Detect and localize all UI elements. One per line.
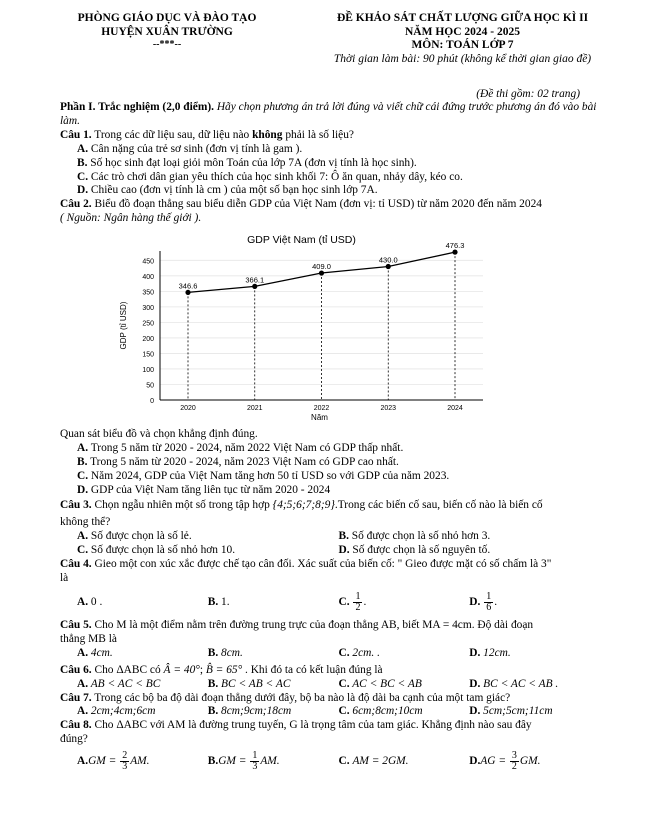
q8-text: Cho ΔABC với AM là đường trung tuyến, G là trọng tâm của tam giác. Khẳng định nào sau đây [91,719,532,732]
q8-option-b [208,751,339,772]
x-tick-label: 2024 [447,405,463,412]
q7-text: Trong các bộ ba độ dài đoạn thẳng dưới đây, bộ ba nào là độ dài ba cạnh của một tam giác? [91,691,511,704]
q7-option-a [77,705,208,719]
question-4 [60,558,600,572]
option-text: Số học sinh đạt loại giỏi môn Toán của lớp 7A (đơn vị tính là học sinh). [87,156,417,169]
option-key: B. [207,646,219,659]
y-tick-label: 50 [146,382,154,390]
option-text: Số được chọn là số nhỏ hơn 10. [88,544,236,557]
option-key: B. [77,455,88,468]
y-tick-label: 150 [142,351,154,359]
header-left [62,12,272,51]
denominator: 3 [252,761,258,773]
option-tail: . [494,596,498,609]
data-label: 409.0 [312,262,331,272]
y-tick-label: 0 [150,398,154,405]
data-label: 430.0 [378,255,398,265]
option-key: D. [338,544,350,557]
option-text: Chiều cao (đơn vị tính là cm ) của một số bạn học sinh lớp 7A. [88,184,378,197]
data-label: 346.6 [178,281,198,291]
x-tick-label: 2022 [313,405,330,412]
q4-text: Gieo một con xúc xắc được chế tạo cân đối. Xác suất của biến cố: " Gieo được mặt có số chấm là 3" [91,558,552,571]
q5-label: Câu 5. [60,618,92,631]
q6-text-a: Cho ΔABC có [91,663,164,676]
y-tick-label: 100 [142,366,154,374]
q2-option-a [60,442,600,456]
option-text: 12cm. [480,646,511,659]
q5-text: Cho M là một điểm nằm trên đường trung trực của đoạn thẳng AB, biết MA = 4cm. Độ dài đoạn [91,618,534,631]
option-key: B. [207,595,219,608]
option-text: 0 . [88,595,103,608]
q8-option-d [469,751,600,772]
data-label: 366.1 [245,275,265,285]
y-tick-label: 200 [142,335,154,343]
option-key: D. [77,483,89,496]
option-text: GDP của Việt Nam tăng liên tục từ năm 2020 - 2024 [88,483,331,496]
q2-text: Biểu đồ đoạn thẳng sau biểu diễn GDP của Việt Nam (đơn vị: tỉ USD) từ năm 2020 đến năm 2024 [91,198,542,211]
option-key: C. [338,705,350,718]
option-key: A. [77,677,89,690]
q6-label: Câu 6. [60,663,92,676]
numerator: 1 [486,590,492,602]
q8-option-a [77,751,208,772]
q6-sep: ; [199,663,206,676]
q1-option-a [60,143,600,157]
fraction [353,592,362,613]
q1-bold: không [252,128,283,141]
option-text: BC < AB < AC [218,677,291,690]
q6-option-d [469,678,600,692]
option-key: B. [338,530,349,543]
option-key: D. [469,596,481,609]
q6-option-a [77,678,208,692]
data-point [252,284,257,289]
option-text: Trong 5 năm từ 2020 - 2024, năm 2023 Việt Nam có GDP cao nhất. [87,455,399,468]
option-pre: GM = [218,755,250,768]
option-text: 4cm. [88,646,113,659]
denominator: 6 [486,601,492,613]
q7-options [60,705,600,719]
district-name: HUYỆN XUÂN TRƯỜNG [101,25,233,38]
option-key: B. [207,677,219,690]
q6-option-c [339,678,470,692]
option-key: A. [77,142,89,155]
option-key: B. [207,705,219,718]
subject: MÔN: TOÁN LỚP 7 [411,39,514,52]
q3-text-a: Chọn ngẫu nhiên một số trong tập hợp [91,498,273,511]
q8-text2: đúng? [60,733,88,746]
option-pre: AG = [480,755,509,768]
option-key: C. [338,754,350,767]
q7-option-b [208,705,339,719]
q6-angle-b: B̂ = 65° [205,663,243,676]
fraction [484,592,493,613]
y-tick-label: 300 [142,304,154,312]
q6-option-b [208,678,339,692]
option-key: D. [469,677,481,690]
q2-option-d [60,484,600,498]
option-key: D. [469,755,481,768]
header-right [290,12,635,66]
option-text: 1. [218,595,230,608]
option-pre: GM = [88,755,120,768]
q3-set: {4;5;6;7;8;9} [272,498,335,511]
q3-option-a [77,530,339,544]
q8-option-c [339,755,470,769]
y-tick-label: 450 [142,258,154,266]
q1-text-b: phải là số liệu? [282,128,354,141]
q5-option-a [77,647,208,661]
numerator: 1 [252,750,258,762]
option-text: AC < BC < AB [349,677,422,690]
q4-text2: là [60,572,69,585]
option-text: 2cm. . [349,646,380,659]
q3-options-row1 [60,530,600,544]
q7-option-c [339,705,470,719]
option-key: D. [469,705,481,718]
question-7 [60,692,600,706]
q8-options [60,751,600,772]
q3-text-c: không thể? [60,516,111,529]
y-tick-label: 350 [142,289,154,297]
y-tick-label: 400 [142,273,154,281]
option-pre: AM = 2GM. [352,754,409,767]
header-divider: --***-- [152,39,182,51]
q3-text-b: .Trong các biến cố sau, biến cố nào là biến cố [334,498,543,511]
q2-option-b [60,456,600,470]
question-1 [60,129,600,143]
chart-title: GDP Việt Nam (tỉ USD) [247,234,356,246]
q3-option-b [339,530,601,544]
q4-option-a [77,596,208,610]
q3-options-row2 [60,544,600,558]
exam-body [60,101,600,226]
q2-source: ( Nguồn: Ngân hàng thế giới ). [60,212,202,225]
q3-option-c [77,544,339,558]
option-key: A. [77,595,89,608]
option-text: BC < AC < AB . [480,677,559,690]
numerator: 3 [511,750,517,762]
question-6 [60,664,600,678]
q1-option-b [60,157,600,171]
y-axis-label: GDP (tỉ USD) [119,301,128,350]
option-text: Các trò chơi dân gian yêu thích của học sinh khối 7: Ô ăn quan, nhảy dây, kéo co. [88,170,463,183]
q3-label: Câu 3. [60,498,92,511]
x-axis-label: Năm [311,413,328,422]
option-key: A. [77,530,89,543]
part1-instruction: Hãy chọn phương án trả lời đúng và viết chữ cái đứng trước phương án đó vào bài làm. [60,101,597,127]
q1-text-a: Trong các dữ liệu sau, dữ liệu nào [91,128,253,141]
fraction [120,751,129,772]
y-tick-label: 250 [142,320,154,328]
exam-time: Thời gian làm bài: 90 phút (không kể thời gian giao đề) [333,52,592,65]
option-key: B. [207,755,219,768]
option-post: GM. [519,755,541,768]
option-text: 8cm. [218,646,243,659]
denominator: 2 [355,601,361,613]
option-text: AB < AC < BC [88,677,161,690]
q1-option-c [60,171,600,185]
q3-option-d [339,544,601,558]
option-key: C. [338,677,350,690]
option-text: 6cm;8cm;10cm [349,705,423,718]
question-5 [60,619,600,633]
option-key: D. [77,184,89,197]
q2-option-c [60,470,600,484]
question-3 [60,499,600,513]
option-text: 2cm;4cm;6cm [88,705,156,718]
data-point [386,264,391,269]
option-key: B. [77,156,88,169]
option-text: Số được chọn là số nhỏ hơn 3. [348,530,491,543]
part1-heading [60,101,600,129]
page-count: (Đề thi gồm: 02 trang) [476,88,580,100]
data-point [319,270,324,275]
option-key: C. [77,544,89,557]
q4-option-c [339,592,470,613]
option-tail: . [363,596,367,609]
option-text: 8cm;9cm;18cm [218,705,292,718]
q2-label: Câu 2. [60,198,92,211]
denominator: 3 [122,761,128,773]
q4-label: Câu 4. [60,558,92,571]
exam-body-continued [60,428,600,772]
q6-text-b: . Khi đó ta có kết luận đúng là [242,663,383,676]
option-key: A. [77,646,89,659]
option-text: Cân nặng của trẻ sơ sinh (đơn vị tính là gam ). [88,142,303,155]
part1-title: Phần I. Trắc nghiệm (2,0 điểm). [60,101,214,113]
option-text: Số được chọn là số nguyên tố. [349,544,491,557]
numerator: 2 [122,750,128,762]
q5-option-b [208,647,339,661]
question-2 [60,198,600,212]
option-post: AM. [130,755,150,768]
option-text: Trong 5 năm từ 2020 - 2024, năm 2022 Việt Nam có GDP thấp nhất. [88,441,404,454]
q4-options [60,592,600,613]
q5-options [60,647,600,661]
school-year: NĂM HỌC 2024 - 2025 [405,25,520,38]
q2-after: Quan sát biểu đồ và chọn khẳng định đúng. [60,428,258,440]
x-tick-label: 2023 [380,405,397,412]
fraction [250,751,259,772]
option-key: C. [338,596,350,609]
option-key: A. [77,441,89,454]
q5-option-d [469,647,600,661]
fraction [510,751,519,772]
option-post: AM. [260,755,280,768]
q6-angle-a: Â = 40° [163,663,200,676]
option-key: A. [77,705,89,718]
q4-option-d [469,592,600,613]
q7-label: Câu 7. [60,691,92,704]
department-name: PHÒNG GIÁO DỤC VÀ ĐÀO TẠO [77,12,257,24]
q8-label: Câu 8. [60,719,92,732]
option-key: C. [77,469,89,482]
option-key: C. [77,170,89,183]
option-text: 5cm;5cm;11cm [480,705,553,718]
q7-option-d [469,705,600,719]
q6-options [60,678,600,692]
q5-text2: thẳng MB là [60,632,117,645]
q1-label: Câu 1. [60,128,92,141]
q1-option-d [60,184,600,198]
x-tick-label: 2020 [180,405,196,412]
q4-option-b [208,596,339,610]
option-text: Năm 2024, GDP của Việt Nam tăng hơn 50 tỉ USD so với GDP của năm 2023. [88,469,450,482]
gdp-line-chart [98,233,490,427]
numerator: 1 [355,590,361,602]
data-point [452,250,457,255]
q5-option-c [339,647,470,661]
option-key: D. [469,646,481,659]
option-text: Số được chọn là số lẻ. [88,530,192,543]
denominator: 2 [511,761,517,773]
exam-title: ĐỀ KHẢO SÁT CHẤT LƯỢNG GIỮA HỌC KÌ II [336,12,589,24]
x-tick-label: 2021 [246,405,263,412]
data-label: 476.3 [445,241,465,251]
option-key: C. [338,646,350,659]
question-8 [60,719,600,733]
data-point [185,290,190,295]
option-key: A. [77,755,89,768]
